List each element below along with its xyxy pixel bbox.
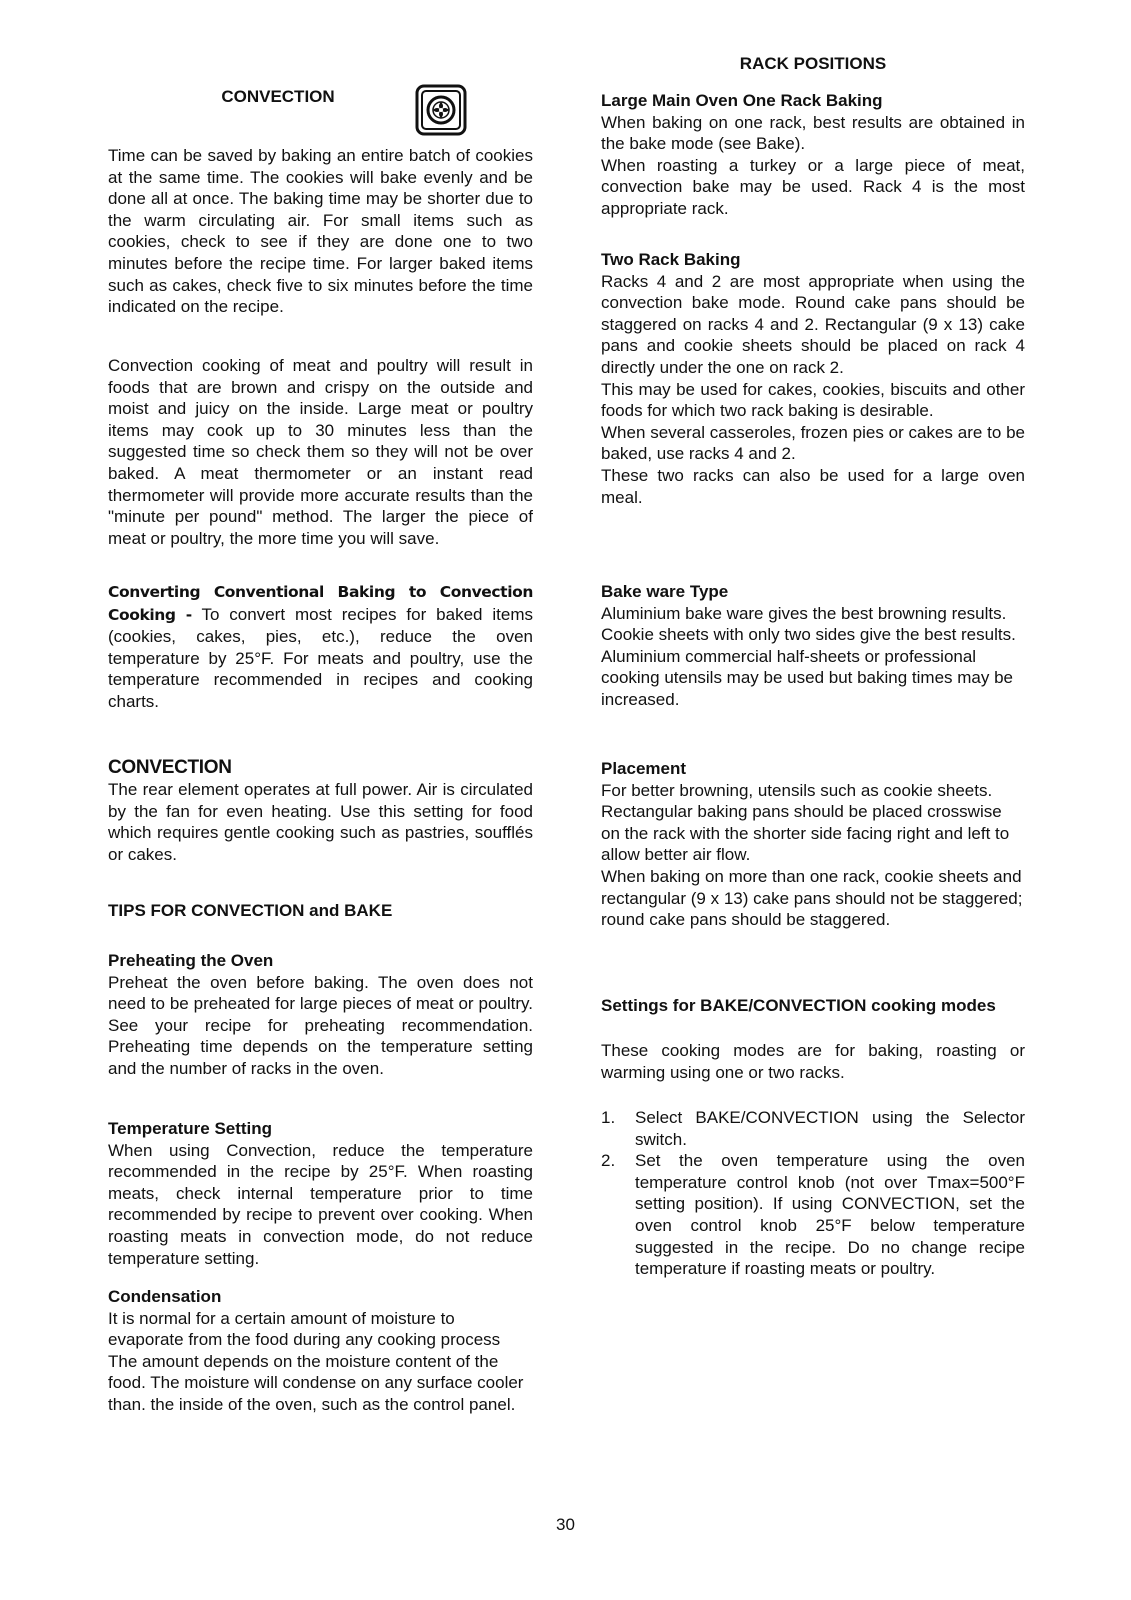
preheating-section xyxy=(108,950,533,1080)
placement-section xyxy=(601,758,1025,931)
bakeware-text-1: Aluminium bake ware gives the best browning results. xyxy=(601,603,1007,623)
condensation-text: It is normal for a certain amount of moisture to evaporate from the food during any cooking process The amount depends on the moisture content of the food. The moisture will condense on any surface cooler than. the inside of the oven, such as the control panel. xyxy=(108,1308,524,1414)
settings-heading: Settings for BAKE/CONVECTION cooking modes xyxy=(601,996,996,1015)
placement-heading: Placement xyxy=(601,759,687,778)
settings-text: These cooking modes are for baking, roasting or warming using one or two racks. xyxy=(601,1041,1025,1082)
condensation-section xyxy=(108,1286,533,1416)
two-rack-heading: Two Rack Baking xyxy=(601,250,741,269)
settings-steps-list xyxy=(601,1107,1025,1280)
page-number: 30 xyxy=(556,1515,575,1534)
convection-mode-text: The rear element operates at full power. Air is circulated by the fan for even heating. Use this setting for food which requires gentle cooking such as pastries, soufflés or cakes. xyxy=(108,780,533,864)
temperature-section xyxy=(108,1118,533,1269)
list-item xyxy=(601,1107,1025,1150)
convection-mode-heading: CONVECTION xyxy=(108,757,232,778)
bakeware-text-2: Cookie sheets with only two sides give the best results. Aluminium commercial half-sheets or professional cooking utensils may be used but baking times may be increased. xyxy=(601,625,1016,709)
converting-paragraph xyxy=(108,581,533,713)
step-text: Set the oven temperature using the oven temperature control knob (not over Tmax=500°F setting position). If using CONVECTION, set the oven control knob 25°F below temperature suggested in the recipe. Do no change recipe temperature if roasting meats or poultry. xyxy=(635,1151,1025,1279)
preheating-heading: Preheating the Oven xyxy=(108,951,274,970)
large-oven-section xyxy=(601,90,1025,220)
convection-paragraph-1: Time can be saved by baking an entire batch of cookies at the same time. The cookies will bake evenly and be done all at once. The baking time may be shorter due to the warm circulating air. For small items such as cookies, check to see if they are done one to two minutes before the recipe time. For larger baked items such as cakes, check five to six minutes before the time indicated on the recipe. xyxy=(108,146,533,317)
two-rack-section xyxy=(601,249,1025,508)
bakeware-heading: Bake ware Type xyxy=(601,582,729,601)
temperature-text: When using Convection, reduce the temperature recommended in the recipe by 25°F. When roasting meats, check internal temperature prior to time recommended by recipe to prevent over cooking. When roasting meats in convection mode, do not reduce temperature setting. xyxy=(108,1140,533,1268)
two-rack-text-2: This may be used for cakes, cookies, biscuits and other foods for which two rack baking is desirable. xyxy=(601,379,1025,421)
tips-heading: TIPS FOR CONVECTION and BAKE xyxy=(108,901,393,920)
rack-positions-title: RACK POSITIONS xyxy=(739,54,887,73)
two-rack-text-4: These two racks can also be used for a large oven meal. xyxy=(601,465,1025,507)
large-oven-heading: Large Main Oven One Rack Baking xyxy=(601,91,883,110)
large-oven-text-2: When roasting a turkey or a large piece of meat, convection bake may be used. Rack 4 is the most appropriate rack. xyxy=(601,155,1025,218)
temperature-heading: Temperature Setting xyxy=(108,1119,273,1138)
list-item xyxy=(601,1150,1025,1280)
convection-paragraph-2: Convection cooking of meat and poultry will result in foods that are brown and crispy on the outside and moist and juicy on the inside. Large meat or poultry items may cook up to 30 minutes less than the suggested time so check them so they will not be over baked. A meat thermometer or an instant read thermometer will provide more accurate results than the "minute per pound" method. The larger the piece of meat or poultry, the more time you will save. xyxy=(108,356,533,548)
step-text: Select BAKE/CONVECTION using the Selector switch. xyxy=(635,1108,1025,1149)
bakeware-section xyxy=(601,581,1025,711)
two-rack-text-3: When several casseroles, frozen pies or cakes are to be baked, use racks 4 and 2. xyxy=(601,422,1025,464)
convection-title: CONVECTION xyxy=(221,87,335,106)
step-number: 1. xyxy=(601,1108,616,1127)
converting-heading: Converting Conventional Baking to Convection Cooking - xyxy=(108,583,533,624)
placement-text-1: For better browning, utensils such as cookie sheets. Rectangular baking pans should be placed crosswise on the rack with the shorter side facing right and left to allow better air flow. xyxy=(601,780,1010,865)
convection-mode-section xyxy=(108,757,533,865)
converting-text: To convert most recipes for baked items (cookies, cakes, pies, etc.), reduce the oven temperature by 25°F. For meats and poultry, use the temperature recommended in recipes and cooking charts. xyxy=(108,604,533,711)
preheating-text: Preheat the oven before baking. The oven does not need to be preheated for large pieces of meat or poultry. See your recipe for preheating recommendation. Preheating time depends on the temperature setting and the number of racks in the oven. xyxy=(108,972,533,1078)
large-oven-text-1: When baking on one rack, best results are obtained in the bake mode (see Bake). xyxy=(601,112,1025,154)
two-rack-text-1: Racks 4 and 2 are most appropriate when using the convection bake mode. Round cake pans should be staggered on racks 4 and 2. Rectangular (9 x 13) cake pans and cookie sheets should be placed on rack 4 directly under the one on rack 2. xyxy=(601,271,1025,377)
condensation-heading: Condensation xyxy=(108,1287,222,1306)
convection-fan-icon xyxy=(415,84,467,136)
placement-text-2: When baking on more than one rack, cookie sheets and rectangular (9 x 13) cake pans should not be staggered; round cake pans should be staggered. xyxy=(601,866,1023,930)
step-number: 2. xyxy=(601,1151,616,1171)
